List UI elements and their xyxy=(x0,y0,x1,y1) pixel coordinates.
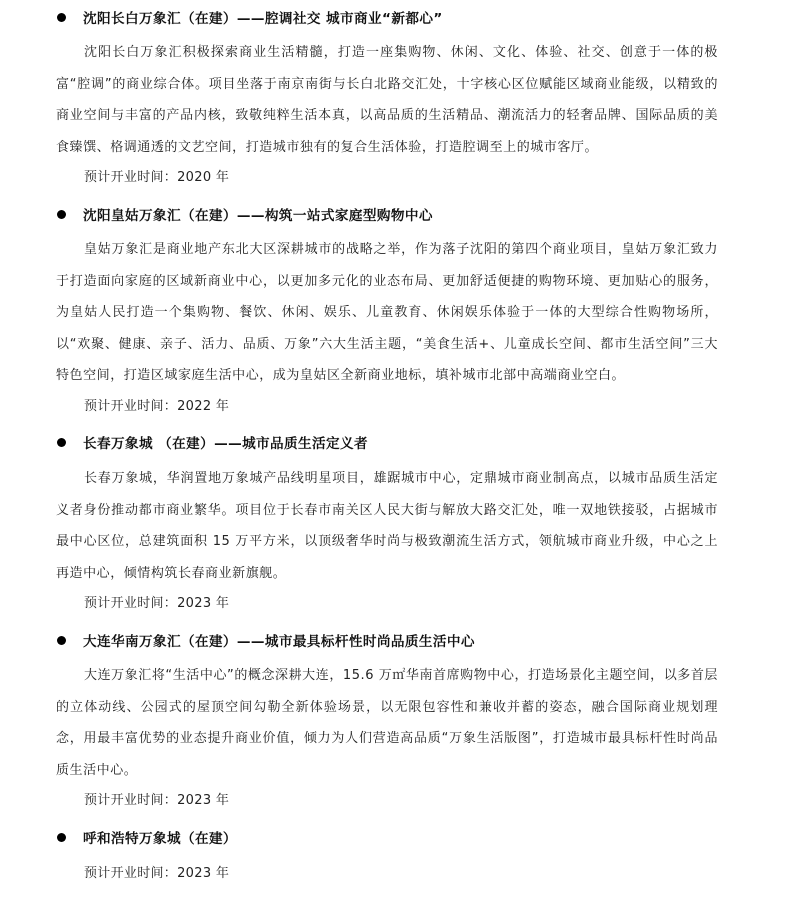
section-heading xyxy=(56,630,475,650)
section-heading xyxy=(56,204,433,224)
open-time: 预计开业时间：2023 年 xyxy=(84,866,230,881)
bullet-icon xyxy=(57,210,66,219)
bullet-icon xyxy=(57,13,66,22)
section-title: 呼和浩特万象城（在建） xyxy=(83,831,237,847)
section-heading xyxy=(56,7,443,27)
section-body: 沈阳长白万象汇积极探索商业生活精髓，打造一座集购物、休闲、文化、体验、社交、创意于一体的极富“腔调”的商业综合体。项目坐落于南京南街与长白北路交汇处，十字核心区位赋能区域商业能级，以精致的商业空间与丰富的产品内核，致敬纯粹生活本真，以高品质的生活精品、潮流活力的轻奢品牌、国际品质的美食臻馔、格调通透的文艺空间，打造城市独有的复合生活体验，打造腔调至上的城市客厅。 xyxy=(56,45,718,155)
section-heading xyxy=(56,827,237,847)
open-time: 预计开业时间：2023 年 xyxy=(84,596,230,611)
section-body: 大连万象汇将“生活中心”的概念深耕大连，15.6 万㎡华南首席购物中心，打造场景化主题空间，以多首层的立体动线、公园式的屋顶空间勾勒全新体验场景，以无限包容性和兼收并蓄的姿态，融合国际商业规划理念，用最丰富优势的业态提升商业价值，倾力为人们营造高品质“万象生活版图”，打造城市最具标杆性时尚品质生活中心。 xyxy=(56,668,718,778)
section-title: 大连华南万象汇（在建）——城市最具标杆性时尚品质生活中心 xyxy=(83,634,475,650)
bullet-icon xyxy=(57,438,66,447)
section-title: 长春万象城 （在建）——城市品质生活定义者 xyxy=(83,436,369,452)
section-title: 沈阳皇姑万象汇（在建）——构筑一站式家庭型购物中心 xyxy=(83,208,433,224)
section-heading xyxy=(56,432,368,452)
section-title: 沈阳长白万象汇（在建）——腔调社交 城市商业“新都心” xyxy=(83,11,443,27)
bullet-icon xyxy=(57,636,66,645)
section-body: 皇姑万象汇是商业地产东北大区深耕城市的战略之举，作为落子沈阳的第四个商业项目，皇姑万象汇致力于打造面向家庭的区域新商业中心，以更加多元化的业态布局、更加舒适便捷的购物环境、更加贴心的服务，为皇姑人民打造一个集购物、餐饮、休闲、娱乐、儿童教育、休闲娱乐体验于一体的大型综合性购物场所，以“欢聚、健康、亲子、活力、品质、万象”六大生活主题，“美食生活+、儿童成长空间、都市生活空间”三大特色空间，打造区域家庭生活中心，成为皇姑区全新商业地标，填补城市北部中高端商业空白。 xyxy=(56,242,718,384)
section-body: 长春万象城，华润置地万象城产品线明星项目，雄踞城市中心，定鼎城市商业制高点，以城市品质生活定义者身份推动都市商业繁华。项目位于长春市南关区人民大街与解放大路交汇处，唯一双地铁接驳，占据城市最中心区位，总建筑面积 15 万平方米，以顶级奢华时尚与极致潮流生活方式，领航城市商业升级，中心之上再造中心，倾情构筑长春商业新旗舰。 xyxy=(56,471,718,581)
open-time: 预计开业时间：2023 年 xyxy=(84,793,230,808)
open-time: 预计开业时间：2022 年 xyxy=(84,399,230,414)
open-time: 预计开业时间：2020 年 xyxy=(84,170,230,185)
bullet-icon xyxy=(57,833,66,842)
